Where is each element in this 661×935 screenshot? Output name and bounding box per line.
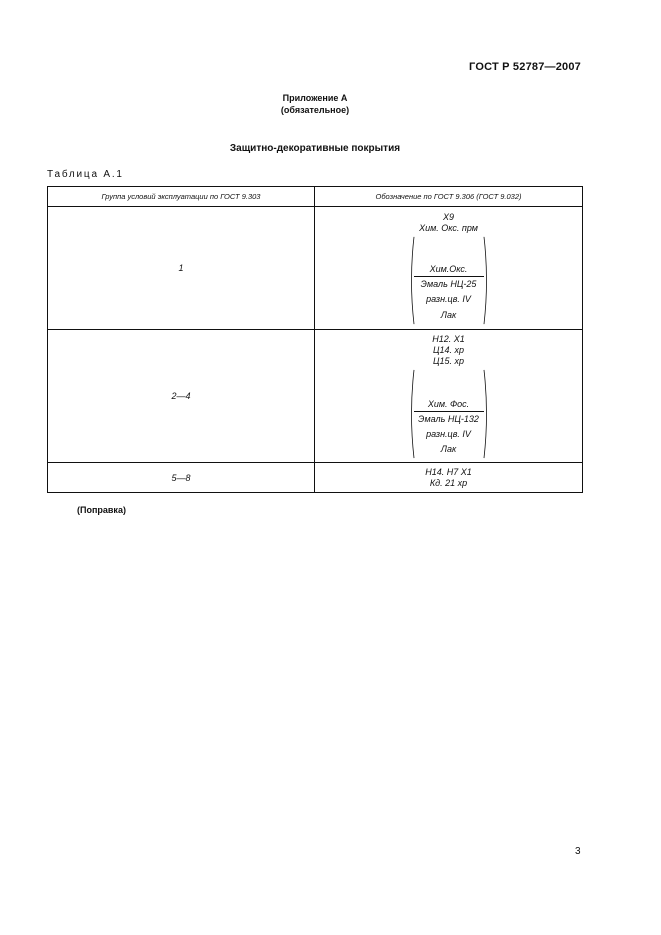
group-cell [48, 207, 315, 330]
coating-layer: разн.цв. IV [426, 293, 471, 304]
left-paren-icon [409, 236, 415, 325]
group-value: 1 [178, 263, 184, 273]
group-value: 5—8 [171, 472, 191, 483]
group-value: 2—4 [171, 391, 191, 401]
table-header-row [48, 187, 583, 207]
section-title: Защитно-декоративные покрытия [229, 143, 401, 154]
designation-line: Н12. Х1 [432, 333, 465, 344]
designation-line: Ц15. хр [432, 355, 465, 366]
group-cell [48, 463, 315, 493]
coatings-table [47, 186, 583, 493]
designation-line: Хим. Окс. прм [419, 222, 478, 233]
column-header-designation: Обозначение по ГОСТ 9.306 (ГОСТ 9.032) [315, 187, 583, 207]
coating-layer: Эмаль НЦ-132 [418, 413, 479, 424]
coating-layer: разн.цв. IV [426, 428, 471, 439]
coating-layer: Эмаль НЦ-25 [420, 278, 477, 289]
table-row [48, 330, 583, 463]
page-number: 3 [575, 846, 581, 857]
document-code: ГОСТ Р 52787—2007 [469, 61, 581, 73]
coating-layer: Лак [440, 443, 457, 454]
left-paren-icon [409, 369, 415, 459]
correction-note: (Поправка) [77, 505, 126, 515]
coating-layer: Лак [440, 309, 457, 320]
right-paren-icon [483, 369, 489, 459]
table-row [48, 207, 583, 330]
annex-title: Приложение А [282, 93, 348, 103]
designation-cell [315, 463, 583, 493]
coating-system-group [409, 236, 489, 325]
group-cell [48, 330, 315, 463]
designation-cell [315, 207, 583, 330]
designation-line: Ц14. хр [432, 344, 465, 355]
coating-layer: Хим. Фос. [414, 398, 484, 412]
annex-status: (обязательное) [280, 105, 350, 115]
designation-line: Х9 [442, 211, 454, 222]
table-row [48, 463, 583, 493]
designation-line: Н14. Н7 Х1 [425, 466, 472, 477]
designation-line: Кд. 21 хр [429, 477, 468, 488]
coating-system-group [409, 369, 489, 459]
table-label: Таблица А.1 [47, 169, 124, 180]
coating-layer: Хим.Окс. [414, 262, 484, 277]
column-header-group: Группа условий эксплуатации по ГОСТ 9.303 [48, 187, 315, 207]
designation-cell [315, 330, 583, 463]
right-paren-icon [483, 236, 489, 325]
